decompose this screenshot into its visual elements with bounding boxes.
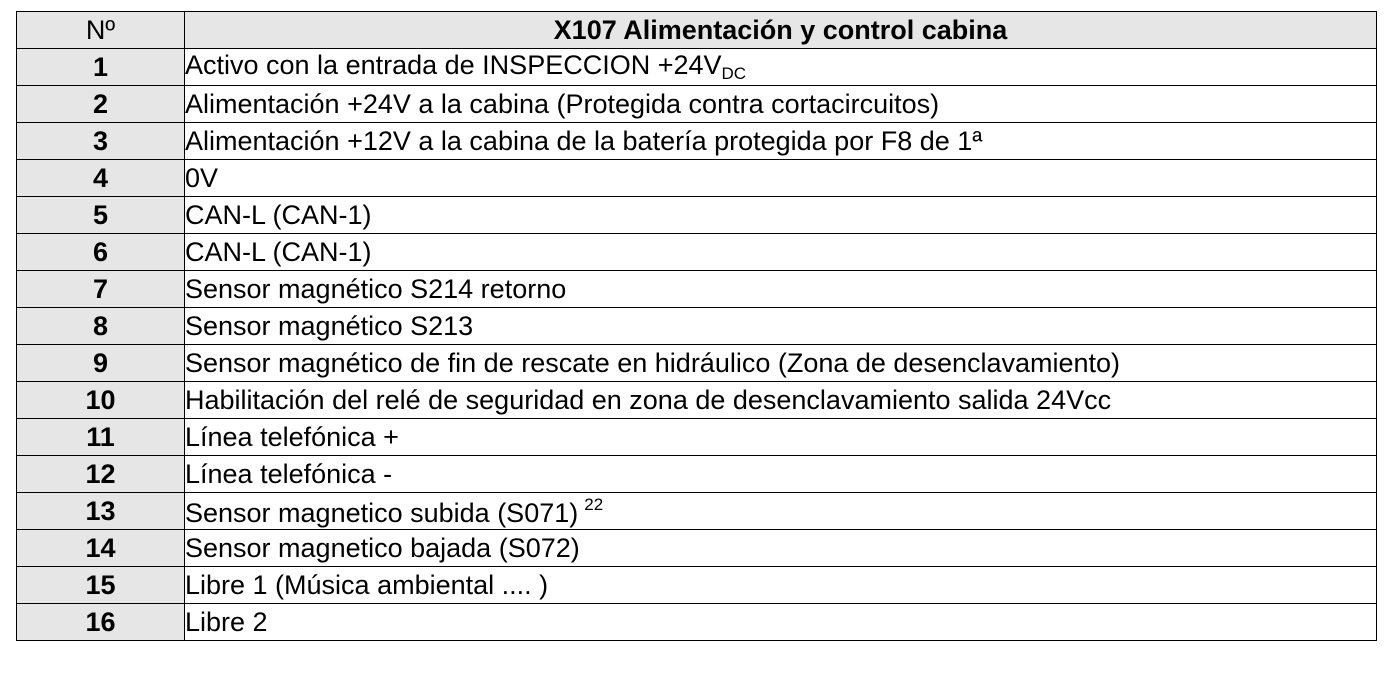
pin-description: CAN-L (CAN-1) [185,197,1377,234]
pin-description: Sensor magnético S214 retorno [185,271,1377,308]
pin-number: 3 [17,123,185,160]
table-title: X107 Alimentación y control cabina [185,12,1377,49]
table-row [17,308,1377,345]
pin-number: 16 [17,604,185,641]
table-row [17,493,1377,530]
table-row [17,49,1377,86]
table-row [17,271,1377,308]
pin-description: Alimentación +12V a la cabina de la batería protegida por F8 de 1ª [185,123,1377,160]
column-header-number: Nº [17,12,185,49]
pin-description-text: Sensor magnetico subida (S071) [185,497,579,528]
table-row [17,604,1377,641]
table-header-row [17,12,1377,49]
table-row [17,530,1377,567]
pin-number: 14 [17,530,185,567]
pin-description: Sensor magnético S213 [185,308,1377,345]
pin-description: Habilitación del relé de seguridad en zona de desenclavamiento salida 24Vcc [185,382,1377,419]
table-row [17,456,1377,493]
pin-number: 8 [17,308,185,345]
pin-number: 7 [17,271,185,308]
pin-number: 2 [17,86,185,123]
pin-description: Alimentación +24V a la cabina (Protegida contra cortacircuitos) [185,86,1377,123]
table-row [17,567,1377,604]
pin-number: 12 [17,456,185,493]
table-row [17,123,1377,160]
connector-pin-table [16,11,1377,641]
pin-number: 15 [17,567,185,604]
pin-number: 5 [17,197,185,234]
pin-description: Libre 2 [185,604,1377,641]
pin-description: 0V [185,160,1377,197]
pin-number: 11 [17,419,185,456]
pin-description: CAN-L (CAN-1) [185,234,1377,271]
table-row [17,86,1377,123]
table-row [17,345,1377,382]
footnote-reference: 22 [584,494,604,514]
pin-number: 9 [17,345,185,382]
pin-number: 6 [17,234,185,271]
pin-number: 4 [17,160,185,197]
pin-number: 1 [17,49,185,86]
voltage-type-subscript: DC [721,64,747,83]
pin-description: Sensor magnético de fin de rescate en hidráulico (Zona de desenclavamiento) [185,345,1377,382]
pin-description [185,493,1377,530]
table-row [17,197,1377,234]
table-row [17,234,1377,271]
pin-number: 13 [17,493,185,530]
pin-description: Libre 1 (Música ambiental .... ) [185,567,1377,604]
pin-description: Sensor magnetico bajada (S072) [185,530,1377,567]
pin-description: Línea telefónica + [185,419,1377,456]
pin-description: Línea telefónica - [185,456,1377,493]
pin-number: 10 [17,382,185,419]
table-row [17,382,1377,419]
pin-description [185,49,1377,86]
table-row [17,419,1377,456]
pin-description-text: Activo con la entrada de INSPECCION +24V [185,50,722,80]
table-row [17,160,1377,197]
